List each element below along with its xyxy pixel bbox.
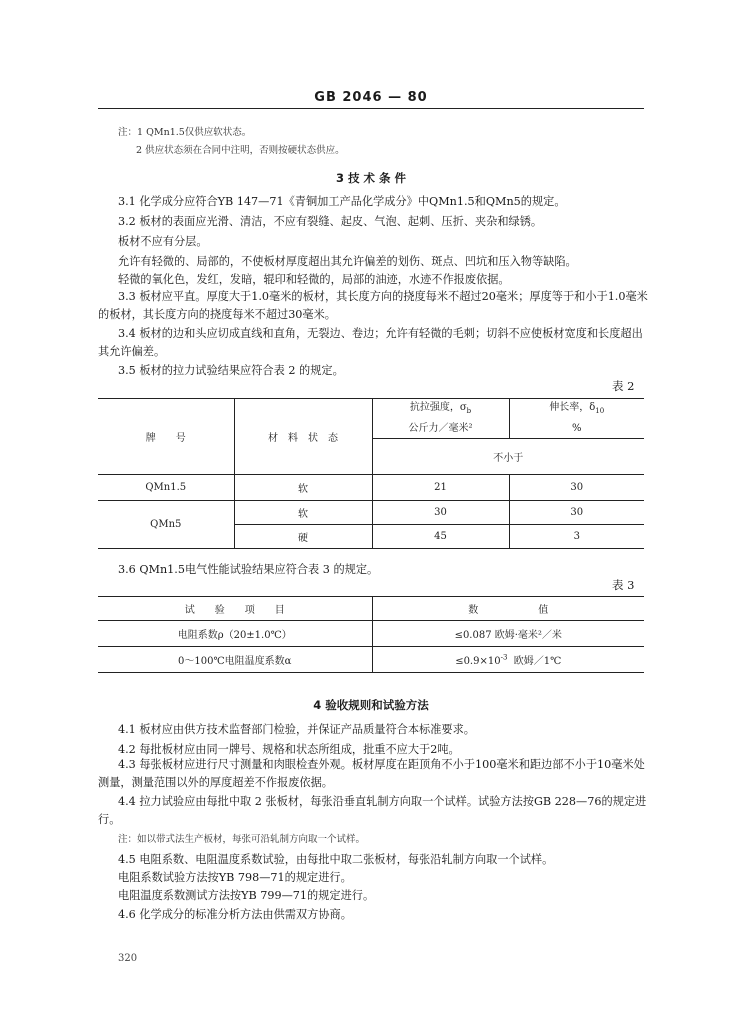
- header-elongation-label: 伸长率，δ: [549, 402, 596, 413]
- value-suffix: 欧姆／1℃: [507, 656, 562, 667]
- table-row-elongation: 3: [573, 531, 580, 542]
- table-row-strength: 21: [372, 475, 509, 501]
- table-row-state: 软: [234, 501, 372, 525]
- header-strength-sub: b: [466, 407, 472, 415]
- para-3-2-c: 允许有轻微的、局部的，不使板材厚度超出其允许偏差的划伤、斑点、凹坑和压入物等缺陷。: [118, 255, 577, 268]
- table-3: [98, 596, 644, 673]
- page-number: 320: [118, 953, 138, 964]
- table-2-label: 表 2: [612, 379, 635, 393]
- note-4-4: 注：如以带式法生产板材，每张可沿轧制方向取一个试样。: [118, 834, 366, 845]
- para-3-6: 3.6 QMn1.5电气性能试验结果应符合表 3 的规定。: [118, 563, 379, 576]
- table-2: [98, 398, 644, 549]
- header-grade: 牌 号: [98, 399, 234, 475]
- header-strength: [372, 399, 509, 439]
- para-4-1: 4.1 板材应由供方技术监督部门检验，并保证产品质量符合本标准要求。: [118, 723, 475, 736]
- para-4-5: 4.5 电阻系数、电阻温度系数试验，由每批中取二张板材，每张沿轧制方向取一个试样。: [118, 853, 554, 866]
- table-row-elongation: 30: [509, 501, 644, 525]
- para-3-2: 3.2 板材的表面应光滑、清洁，不应有裂缝、起皮、气泡、起刺、压折、夹杂和绿锈。: [118, 215, 543, 228]
- header-elongation-unit: %: [571, 423, 582, 434]
- para-4-5-c: 电阻温度系数测试方法按YB 799—71的规定进行。: [118, 889, 375, 902]
- value-exponent: -3: [500, 653, 508, 662]
- table-row-grade: QMn1.5: [98, 475, 234, 501]
- table-row-item: 0～100℃电阻温度系数α: [98, 647, 372, 673]
- header-elongation: [509, 399, 644, 439]
- table-row-strength: 30: [372, 501, 509, 525]
- header-value: 数 值: [372, 597, 644, 621]
- para-3-1: 3.1 化学成分应符合YB 147—71《青铜加工产品化学成分》中QMn1.5和QMn5的规定。: [118, 195, 566, 208]
- para-4-5-b: 电阻系数试验方法按YB 798—71的规定进行。: [118, 871, 352, 884]
- note-1: 注：1 QMn1.5仅供应软状态。: [118, 127, 252, 138]
- table-row-strength: 45: [372, 525, 509, 549]
- para-4-6: 4.6 化学成分的标准分析方法由供需双方协商。: [118, 908, 352, 921]
- table-row-value: [372, 647, 644, 673]
- table-row-state: 软: [234, 475, 372, 501]
- header-rule: [98, 108, 644, 109]
- header-state: 材 料 状 态: [234, 399, 372, 475]
- header-not-less: 不小于: [372, 439, 644, 475]
- table-row-grade: QMn5: [98, 501, 234, 549]
- header-strength-unit: 公斤力／毫米²: [408, 423, 473, 434]
- note-2: 2 供应状态须在合同中注明，否则按硬状态供应。: [136, 145, 345, 156]
- para-3-3: 3.3 板材应平直。厚度大于1.0毫米的板材，其长度方向的挠度每米不超过20毫米；厚度等于和小于1.0毫米的板材，其长度方向的挠度每米不超过30毫米。: [98, 290, 648, 321]
- table-row-value: ≤0.087 欧姆·毫米²／米: [372, 621, 644, 647]
- table-row-item: 电阻系数ρ（20±1.0℃）: [98, 621, 372, 647]
- para-3-2-d: 轻微的氧化色，发红，发暗，辊印和轻微的，局部的油迹，水迹不作报废依据。: [118, 273, 510, 286]
- value-prefix: ≤0.9×10: [455, 656, 501, 667]
- para-4-4: 4.4 拉力试验应由每批中取 2 张板材，每张沿垂直轧制方向取一个试样。试验方法按GB 228—76的规定进行。: [98, 795, 647, 826]
- table-3-label: 表 3: [612, 578, 635, 592]
- header-item: 试 验 项 目: [98, 597, 372, 621]
- para-4-2: 4.2 每批板材应由同一牌号、规格和状态所组成，批重不应大于2吨。: [118, 743, 460, 756]
- para-3-5: 3.5 板材的拉力试验结果应符合表 2 的规定。: [118, 364, 344, 377]
- page-header: GB 2046 — 80: [314, 90, 428, 105]
- para-3-4: 3.4 板材的边和头应切成直线和直角，无裂边、卷边；允许有轻微的毛刺；切斜不应使板材宽度和长度超出其允许偏差。: [98, 327, 643, 358]
- table-row-state: 硬: [234, 525, 372, 549]
- section-3-title: 3 技 术 条 件: [335, 171, 407, 185]
- para-4-3: 4.3 每张板材应进行尺寸测量和肉眼检查外观。板材厚度在距顶角不小于100毫米和距边部不小于10毫米处测量，测量范围以外的厚度超差不作报废依据。: [98, 758, 645, 789]
- header-elongation-sub: 10: [595, 407, 605, 415]
- para-3-2-b: 板材不应有分层。: [118, 235, 208, 248]
- header-strength-label: 抗拉强度，σ: [409, 402, 467, 413]
- table-row-elongation: 30: [509, 475, 644, 501]
- section-4-title: 4 验收规则和试验方法: [313, 698, 429, 712]
